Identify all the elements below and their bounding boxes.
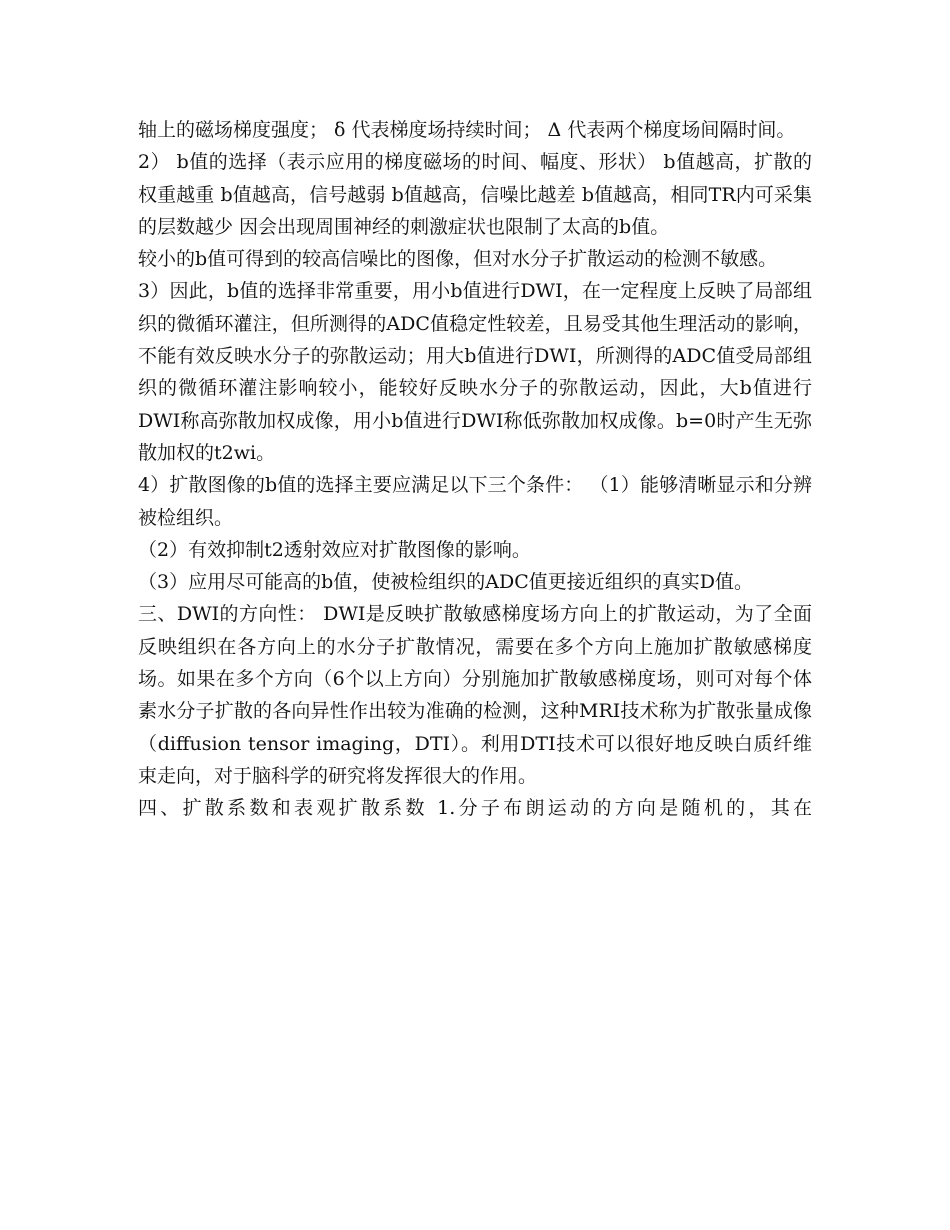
paragraph-b-value-importance: 3）因此，b值的选择非常重要，用小b值进行DWI，在一定程度上反映了局部组织的微循环灌注，但所测得的ADC值稳定性较差，且易受其他生理活动的影响，不能有效反映水分子的弥散运动；用大b值进行DWI，所测得的ADC值受局部组织的微循环灌注影响较小，能较好反映水分子的弥散运动，因此，大b值进行DWI称高弥散加权成像，用小b值进行DWI称低弥散加权成像。b=0时产生无弥散加权的t2wi。 [138, 280, 812, 464]
paragraph-condition-3: （3）应用尽可能高的b值，使被检组织的ADC值更接近组织的真实D值。 [138, 571, 753, 594]
paragraph-b-value-conditions: 4）扩散图像的b值的选择主要应满足以下三个条件： （1）能够清晰显示和分辨被检组织。 [138, 474, 812, 529]
paragraph-b-value-selection: 2） b值的选择（表示应用的梯度磁场的时间、幅度、形状） b值越高，扩散的权重越重 b值越高，信号越弱 b值越高，信噪比越差 b值越高，相同TR内可采集的层数越少 因会出现周围神经的刺激症状也限制了太高的b值。 [138, 151, 812, 238]
body-text [138, 114, 812, 825]
paragraph-gradient-definition: 轴上的磁场梯度强度； δ 代表梯度场持续时间； Δ 代表两个梯度场间隔时间。 [138, 119, 796, 141]
paragraph-diffusion-coefficient: 四、扩散系数和表观扩散系数 1.分子布朗运动的方向是随机的，其在 [138, 797, 812, 820]
paragraph-dwi-directionality: 三、DWI的方向性： DWI是反映扩散敏感梯度场方向上的扩散运动，为了全面反映组织在各方向上的水分子扩散情况，需要在多个方向上施加扩散敏感梯度场。如果在多个方向（6个以上方向）分别施加扩散敏感梯度场，则可对每个体素水分子扩散的各向异性作出较为准确的检测，这种MRI技术称为扩散张量成像（diffusion tensor imaging，DTI）。利用DTI技术可以很好地反映白质纤维束走向，对于脑科学的研究将发挥很大的作用。 [138, 603, 812, 787]
paragraph-condition-2: （2）有效抑制t2透射效应对扩散图像的影响。 [138, 538, 531, 561]
paragraph-small-b-value: 较小的b值可得到的较高信噪比的图像，但对水分子扩散运动的检测不敏感。 [138, 248, 778, 271]
